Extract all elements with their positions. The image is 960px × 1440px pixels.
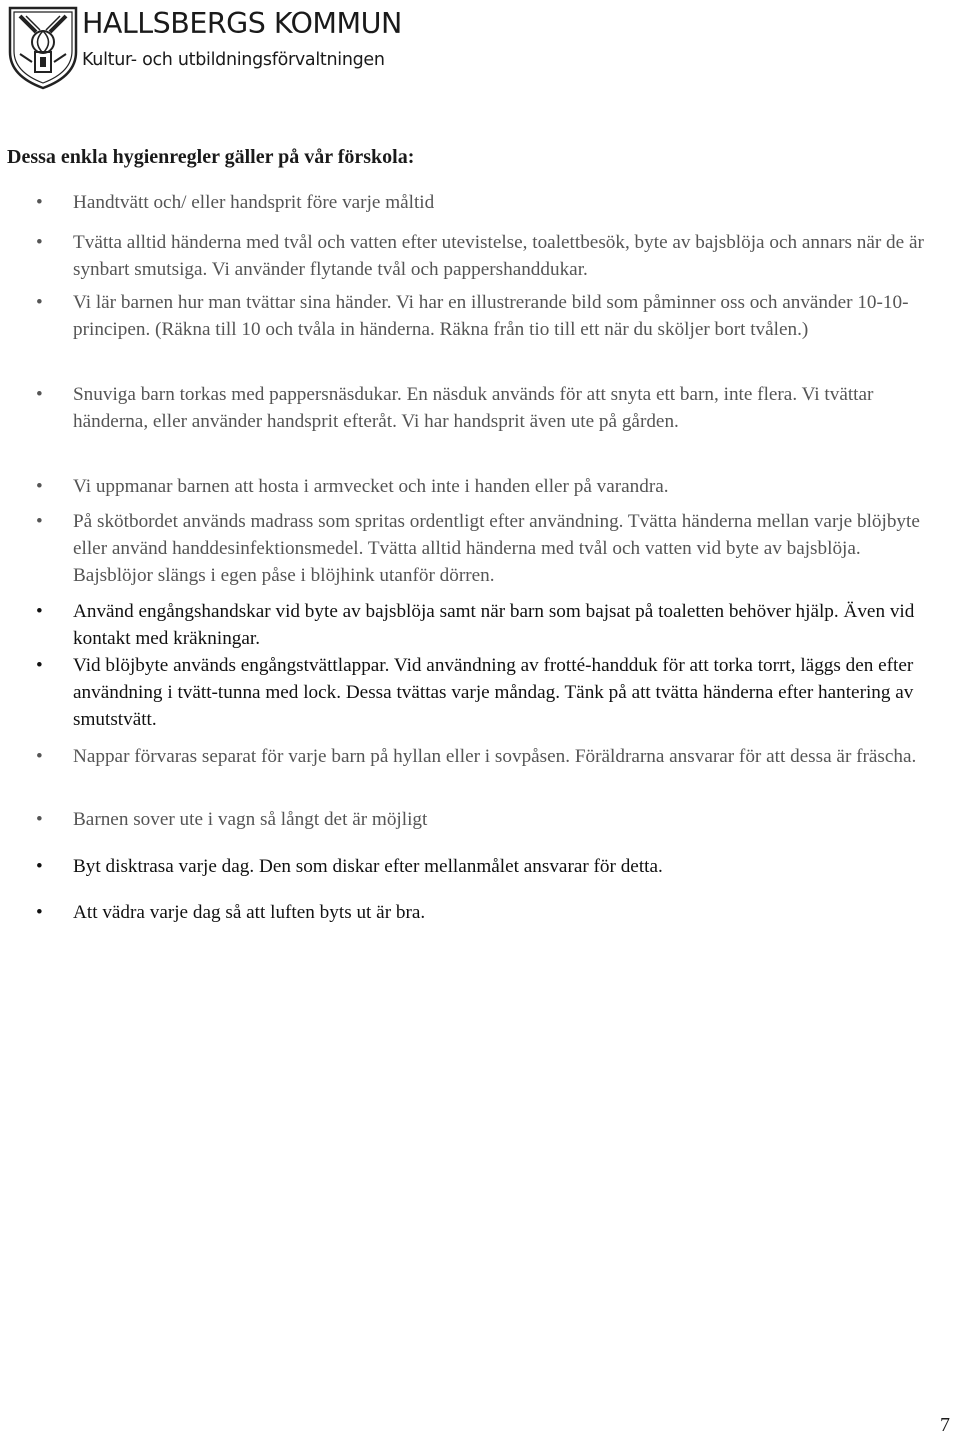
list-item-text: Använd engångshandskar vid byte av bajsblöja samt när barn som bajsat på toaletten behöver hjälp. Även vid kontakt med kräkningar. — [73, 601, 915, 649]
list-item — [36, 189, 945, 216]
bullet-icon: • — [36, 601, 43, 622]
bullet-icon: • — [36, 655, 43, 676]
list-item-text: Barnen sover ute i vagn så långt det är möjligt — [73, 809, 428, 830]
bullet-icon: • — [36, 856, 43, 877]
list-item-text: Vi uppmanar barnen att hosta i armvecket och inte i handen eller på varandra. — [73, 476, 669, 497]
list-item — [36, 508, 945, 589]
bullet-icon: • — [36, 809, 43, 830]
section-heading: Dessa enkla hygienregler gäller på vår förskola: — [7, 146, 415, 168]
list-item — [36, 598, 945, 652]
bullet-icon: • — [36, 384, 43, 405]
list-item-text: Vi lär barnen hur man tvättar sina händer. Vi har en illustrerande bild som påminner oss och använder 10-10-principen. (Räkna till 10 och tvåla in händerna. Räkna från tio till ett när du sköljer bort tvålen.) — [73, 292, 909, 340]
bullet-icon: • — [36, 746, 43, 767]
department-name: Kultur- och utbildningsförvaltningen — [82, 50, 385, 70]
bullet-icon: • — [36, 292, 43, 313]
bullet-icon: • — [36, 902, 43, 923]
list-item-text: Handtvätt och/ eller handsprit före varje måltid — [73, 192, 435, 213]
list-item-text: På skötbordet används madrass som spritas ordentligt efter användning. Tvätta händerna mellan varje blöjbyte eller använd handdesinfektionsmedel. Tvätta alltid händerna med tvål och vatten vid byte av bajsblöja. Bajsblöjor slängs i egen påse i blöjhink utanför dörren. — [73, 511, 920, 586]
bullet-icon: • — [36, 511, 43, 532]
list-item-text: Att vädra varje dag så att luften byts ut är bra. — [73, 902, 426, 923]
list-item — [36, 806, 945, 833]
list-item — [36, 229, 945, 283]
list-item-text: Nappar förvaras separat för varje barn på hyllan eller i sovpåsen. Föräldrarna ansvarar för att dessa är fräscha. — [73, 746, 917, 767]
list-item-text: Snuviga barn torkas med pappersnäsdukar. En näsduk används för att snyta ett barn, inte flera. Vi tvättar händerna, eller använder handsprit efteråt. Vi har handsprit även ute på gården. — [73, 384, 874, 432]
bullet-icon: • — [36, 192, 43, 213]
bullet-icon: • — [36, 232, 43, 253]
list-item — [36, 853, 945, 880]
list-item — [36, 473, 945, 500]
bullet-icon: • — [36, 476, 43, 497]
municipal-coat-of-arms-icon — [6, 2, 80, 90]
list-item-text: Vid blöjbyte används engångstvättlappar. Vid användning av frotté-handduk för att torka torrt, läggs den efter användning i tvätt-tunna med lock. Dessa tvättas varje måndag. Tänk på att tvätta händerna efter hantering av smutstvätt. — [73, 655, 914, 730]
list-item-text: Byt disktrasa varje dag. Den som diskar efter mellanmålet ansvarar för detta. — [73, 856, 663, 877]
list-item — [36, 743, 945, 770]
list-item — [36, 289, 945, 343]
list-item — [36, 899, 945, 926]
list-item-text: Tvätta alltid händerna med tvål och vatten efter utevistelse, toalettbesök, byte av bajsblöja och annars när de är synbart smutsiga. Vi använder flytande tvål och pappershanddukar. — [73, 232, 924, 280]
list-item — [36, 381, 945, 435]
page-number: 7 — [940, 1414, 950, 1436]
list-item — [36, 652, 945, 733]
organization-name: HALLSBERGS KOMMUN — [82, 7, 402, 40]
document-header — [6, 2, 526, 92]
